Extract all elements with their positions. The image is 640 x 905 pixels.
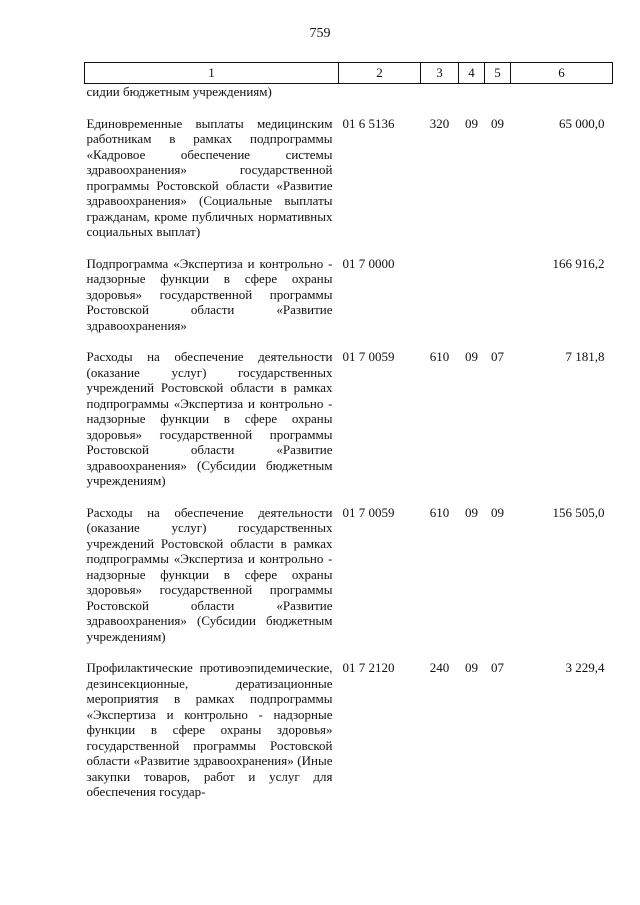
table-row-continuation <box>85 84 613 100</box>
row-pr <box>485 240 511 334</box>
row-sum: 166 916,2 <box>552 255 605 271</box>
row-rz: 09 <box>465 349 478 364</box>
table-row <box>85 489 613 645</box>
budget-table <box>84 62 613 800</box>
table-row <box>85 644 613 800</box>
row-pr: 09 <box>491 504 504 520</box>
row-name: Расходы на обеспечение деятельности (оказание услуг) государственных учреждений Ростовской области в рамках подпрограммы «Экспертиза и контрольно - надзорные функции в сфере охраны здоровья» государственной программы Ростовской области «Развитие здравоохранения» (Субсидии бюджетным учреждениям) <box>86 349 333 488</box>
continuation-text: сидии бюджетным учреждениям) <box>86 84 272 99</box>
table-row <box>85 333 613 489</box>
header-col-1: 1 <box>85 63 339 84</box>
row-pr: 07 <box>491 660 504 675</box>
row-vr: 240 <box>429 660 450 675</box>
table-row <box>85 100 613 240</box>
row-sum: 3 229,4 <box>565 660 605 675</box>
row-pr: 09 <box>491 115 504 131</box>
table-row <box>85 240 613 334</box>
row-rz: 09 <box>465 504 478 520</box>
row-vr: 320 <box>429 115 450 131</box>
row-code: 01 7 0000 <box>342 255 395 271</box>
row-code: 01 6 5136 <box>342 115 395 131</box>
row-sum: 7 181,8 <box>565 349 605 364</box>
row-rz: 09 <box>465 660 478 675</box>
header-col-3: 3 <box>421 63 459 84</box>
header-col-5: 5 <box>485 63 511 84</box>
row-pr: 07 <box>491 349 504 364</box>
row-code: 01 7 0059 <box>342 504 395 520</box>
header-col-4: 4 <box>459 63 485 84</box>
row-rz: 09 <box>465 115 478 131</box>
row-name: Профилактические противоэпидемические, дезинсекционные, дератизационные мероприятия в рамках подпрограммы «Экспертиза и контрольно - надзорные функции в сфере охраны здоровья» государственной программы Ростовской области «Развитие здравоохранения» (Иные закупки товаров, работ и услуг для обеспечения государ- <box>86 660 333 799</box>
row-rz <box>459 240 485 334</box>
row-sum: 156 505,0 <box>552 504 605 520</box>
row-vr: 610 <box>429 504 450 520</box>
row-name: Единовременные выплаты медицинским работникам в рамках подпрограммы «Кадровое обеспечение системы здравоохранения» государственной программы Ростовской области «Развитие здравоохранения» (Социальные выплаты гражданам, кроме публичных нормативных социальных выплат) <box>86 115 333 239</box>
header-col-2: 2 <box>339 63 421 84</box>
row-name: Расходы на обеспечение деятельности (оказание услуг) государственных учреждений Ростовской области в рамках подпрограммы «Экспертиза и контрольно - надзорные функции в сфере охраны здоровья» государственной программы Ростовской области «Развитие здравоохранения» (Субсидии бюджетным учреждениям) <box>86 504 333 644</box>
row-code: 01 7 2120 <box>342 660 395 675</box>
row-name: Подпрограмма «Экспертиза и контрольно - надзорные функции в сфере охраны здоровья» государственной программы Ростовской области «Развитие здравоохранения» <box>86 255 333 333</box>
header-col-6: 6 <box>511 63 613 84</box>
table-header <box>85 63 613 84</box>
page-number: 759 <box>309 26 331 41</box>
row-vr: 610 <box>429 349 450 364</box>
row-vr <box>421 240 459 334</box>
row-code: 01 7 0059 <box>342 349 395 364</box>
row-sum: 65 000,0 <box>559 115 605 131</box>
